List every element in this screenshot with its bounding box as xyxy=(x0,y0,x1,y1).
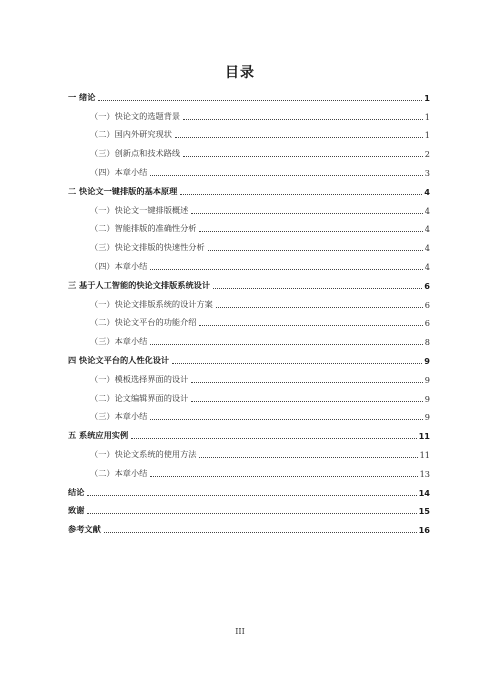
toc-entry-label: （一）模板选择界面的设计 xyxy=(90,373,189,384)
toc-entry-label: （一）快论文系统的使用方法 xyxy=(90,448,197,459)
page-number: III xyxy=(235,627,245,636)
toc-entry-page: 6 xyxy=(424,318,430,329)
toc-dot-leader xyxy=(172,363,422,364)
toc-entry-label: 三 基于人工智能的快论文排版系统设计 xyxy=(68,279,211,290)
toc-entry-label: （二）快论文平台的功能介绍 xyxy=(90,317,197,328)
toc-entry-page: 3 xyxy=(424,167,430,178)
table-of-contents xyxy=(68,84,430,535)
toc-chapter-entry xyxy=(68,479,430,498)
toc-dot-leader xyxy=(183,119,423,120)
toc-entry-label: 结论 xyxy=(68,486,85,497)
toc-entry-label: （二）论文编辑界面的设计 xyxy=(90,392,189,403)
toc-entry-page: 9 xyxy=(424,355,430,366)
toc-entry-label: 二 快论文一键排版的基本原理 xyxy=(68,185,178,196)
toc-entry-label: （二）本章小结 xyxy=(90,467,148,478)
toc-entry-page: 11 xyxy=(418,431,430,442)
toc-entry-page: 4 xyxy=(424,224,430,235)
toc-section-entry xyxy=(68,404,430,423)
toc-section-entry xyxy=(68,441,430,460)
toc-chapter-entry xyxy=(68,347,430,366)
toc-section-entry xyxy=(68,366,430,385)
toc-section-entry xyxy=(68,234,430,253)
toc-chapter-entry xyxy=(68,178,430,197)
toc-entry-page: 6 xyxy=(424,299,430,310)
toc-entry-page: 8 xyxy=(424,337,430,348)
toc-chapter-entry xyxy=(68,498,430,517)
toc-dot-leader xyxy=(183,156,423,157)
toc-chapter-entry xyxy=(68,422,430,441)
toc-entry-page: 1 xyxy=(424,130,430,141)
toc-dot-leader xyxy=(131,438,416,439)
toc-section-entry xyxy=(68,140,430,159)
toc-entry-label: 致谢 xyxy=(68,505,85,516)
toc-section-entry xyxy=(68,253,430,272)
toc-entry-label: 四 快论文平台的人性化设计 xyxy=(68,354,170,365)
toc-dot-leader xyxy=(150,419,422,420)
toc-entry-page: 4 xyxy=(424,186,430,197)
toc-entry-label: （一）快论文的选题背景 xyxy=(90,110,181,121)
toc-title: 目录 xyxy=(225,65,255,81)
toc-section-entry xyxy=(68,103,430,122)
toc-entry-label: （一）快论文一键排版概述 xyxy=(90,204,189,215)
toc-dot-leader xyxy=(150,269,422,270)
toc-entry-label: （二）智能排版的准确性分析 xyxy=(90,223,197,234)
toc-section-entry xyxy=(68,310,430,329)
toc-entry-page: 1 xyxy=(424,111,430,122)
toc-section-entry xyxy=(68,159,430,178)
toc-entry-page: 14 xyxy=(418,487,430,498)
toc-entry-page: 11 xyxy=(419,449,430,460)
toc-dot-leader xyxy=(87,513,416,514)
toc-entry-label: （三）创新点和技术路线 xyxy=(90,148,181,159)
toc-entry-page: 1 xyxy=(424,92,430,103)
toc-chapter-entry xyxy=(68,516,430,535)
toc-dot-leader xyxy=(150,175,422,176)
toc-entry-page: 2 xyxy=(424,149,430,160)
toc-entry-page: 4 xyxy=(424,205,430,216)
toc-entry-label: （四）本章小结 xyxy=(90,166,148,177)
toc-entry-page: 16 xyxy=(418,525,430,536)
toc-entry-label: 参考文献 xyxy=(68,524,101,535)
toc-entry-page: 9 xyxy=(424,393,430,404)
toc-entry-label: 五 系统应用实例 xyxy=(68,430,129,441)
toc-dot-leader xyxy=(180,194,422,195)
toc-dot-leader xyxy=(216,307,423,308)
toc-entry-label: （三）本章小结 xyxy=(90,411,148,422)
toc-dot-leader xyxy=(191,213,423,214)
toc-entry-label: （四）本章小结 xyxy=(90,260,148,271)
toc-entry-page: 13 xyxy=(419,468,430,479)
toc-section-entry xyxy=(68,122,430,141)
toc-section-entry xyxy=(68,216,430,235)
toc-entry-label: （二）国内外研究现状 xyxy=(90,129,172,140)
toc-chapter-entry xyxy=(68,272,430,291)
toc-section-entry xyxy=(68,328,430,347)
toc-dot-leader xyxy=(87,495,416,496)
toc-dot-leader xyxy=(199,457,417,458)
toc-dot-leader xyxy=(150,344,422,345)
toc-dot-leader xyxy=(191,382,423,383)
toc-entry-page: 15 xyxy=(418,506,430,517)
toc-entry-page: 9 xyxy=(424,374,430,385)
toc-entry-page: 6 xyxy=(424,280,430,291)
toc-entry-page: 4 xyxy=(424,261,430,272)
toc-chapter-entry xyxy=(68,84,430,103)
toc-section-entry xyxy=(68,197,430,216)
toc-section-entry xyxy=(68,291,430,310)
toc-entry-page: 4 xyxy=(424,243,430,254)
toc-entry-page: 9 xyxy=(424,412,430,423)
toc-dot-leader xyxy=(199,325,422,326)
toc-entry-label: 一 绪论 xyxy=(68,91,96,102)
toc-entry-label: （三）快论文排版的快速性分析 xyxy=(90,242,205,253)
toc-dot-leader xyxy=(208,250,423,251)
toc-entry-label: （一）快论文排版系统的设计方案 xyxy=(90,298,213,309)
toc-dot-leader xyxy=(104,532,417,533)
toc-section-entry xyxy=(68,460,430,479)
toc-entry-label: （三）本章小结 xyxy=(90,336,148,347)
toc-dot-leader xyxy=(175,137,423,138)
toc-dot-leader xyxy=(150,476,417,477)
toc-dot-leader xyxy=(199,231,422,232)
toc-section-entry xyxy=(68,385,430,404)
toc-dot-leader xyxy=(213,288,422,289)
toc-dot-leader xyxy=(191,401,423,402)
toc-dot-leader xyxy=(98,100,422,101)
